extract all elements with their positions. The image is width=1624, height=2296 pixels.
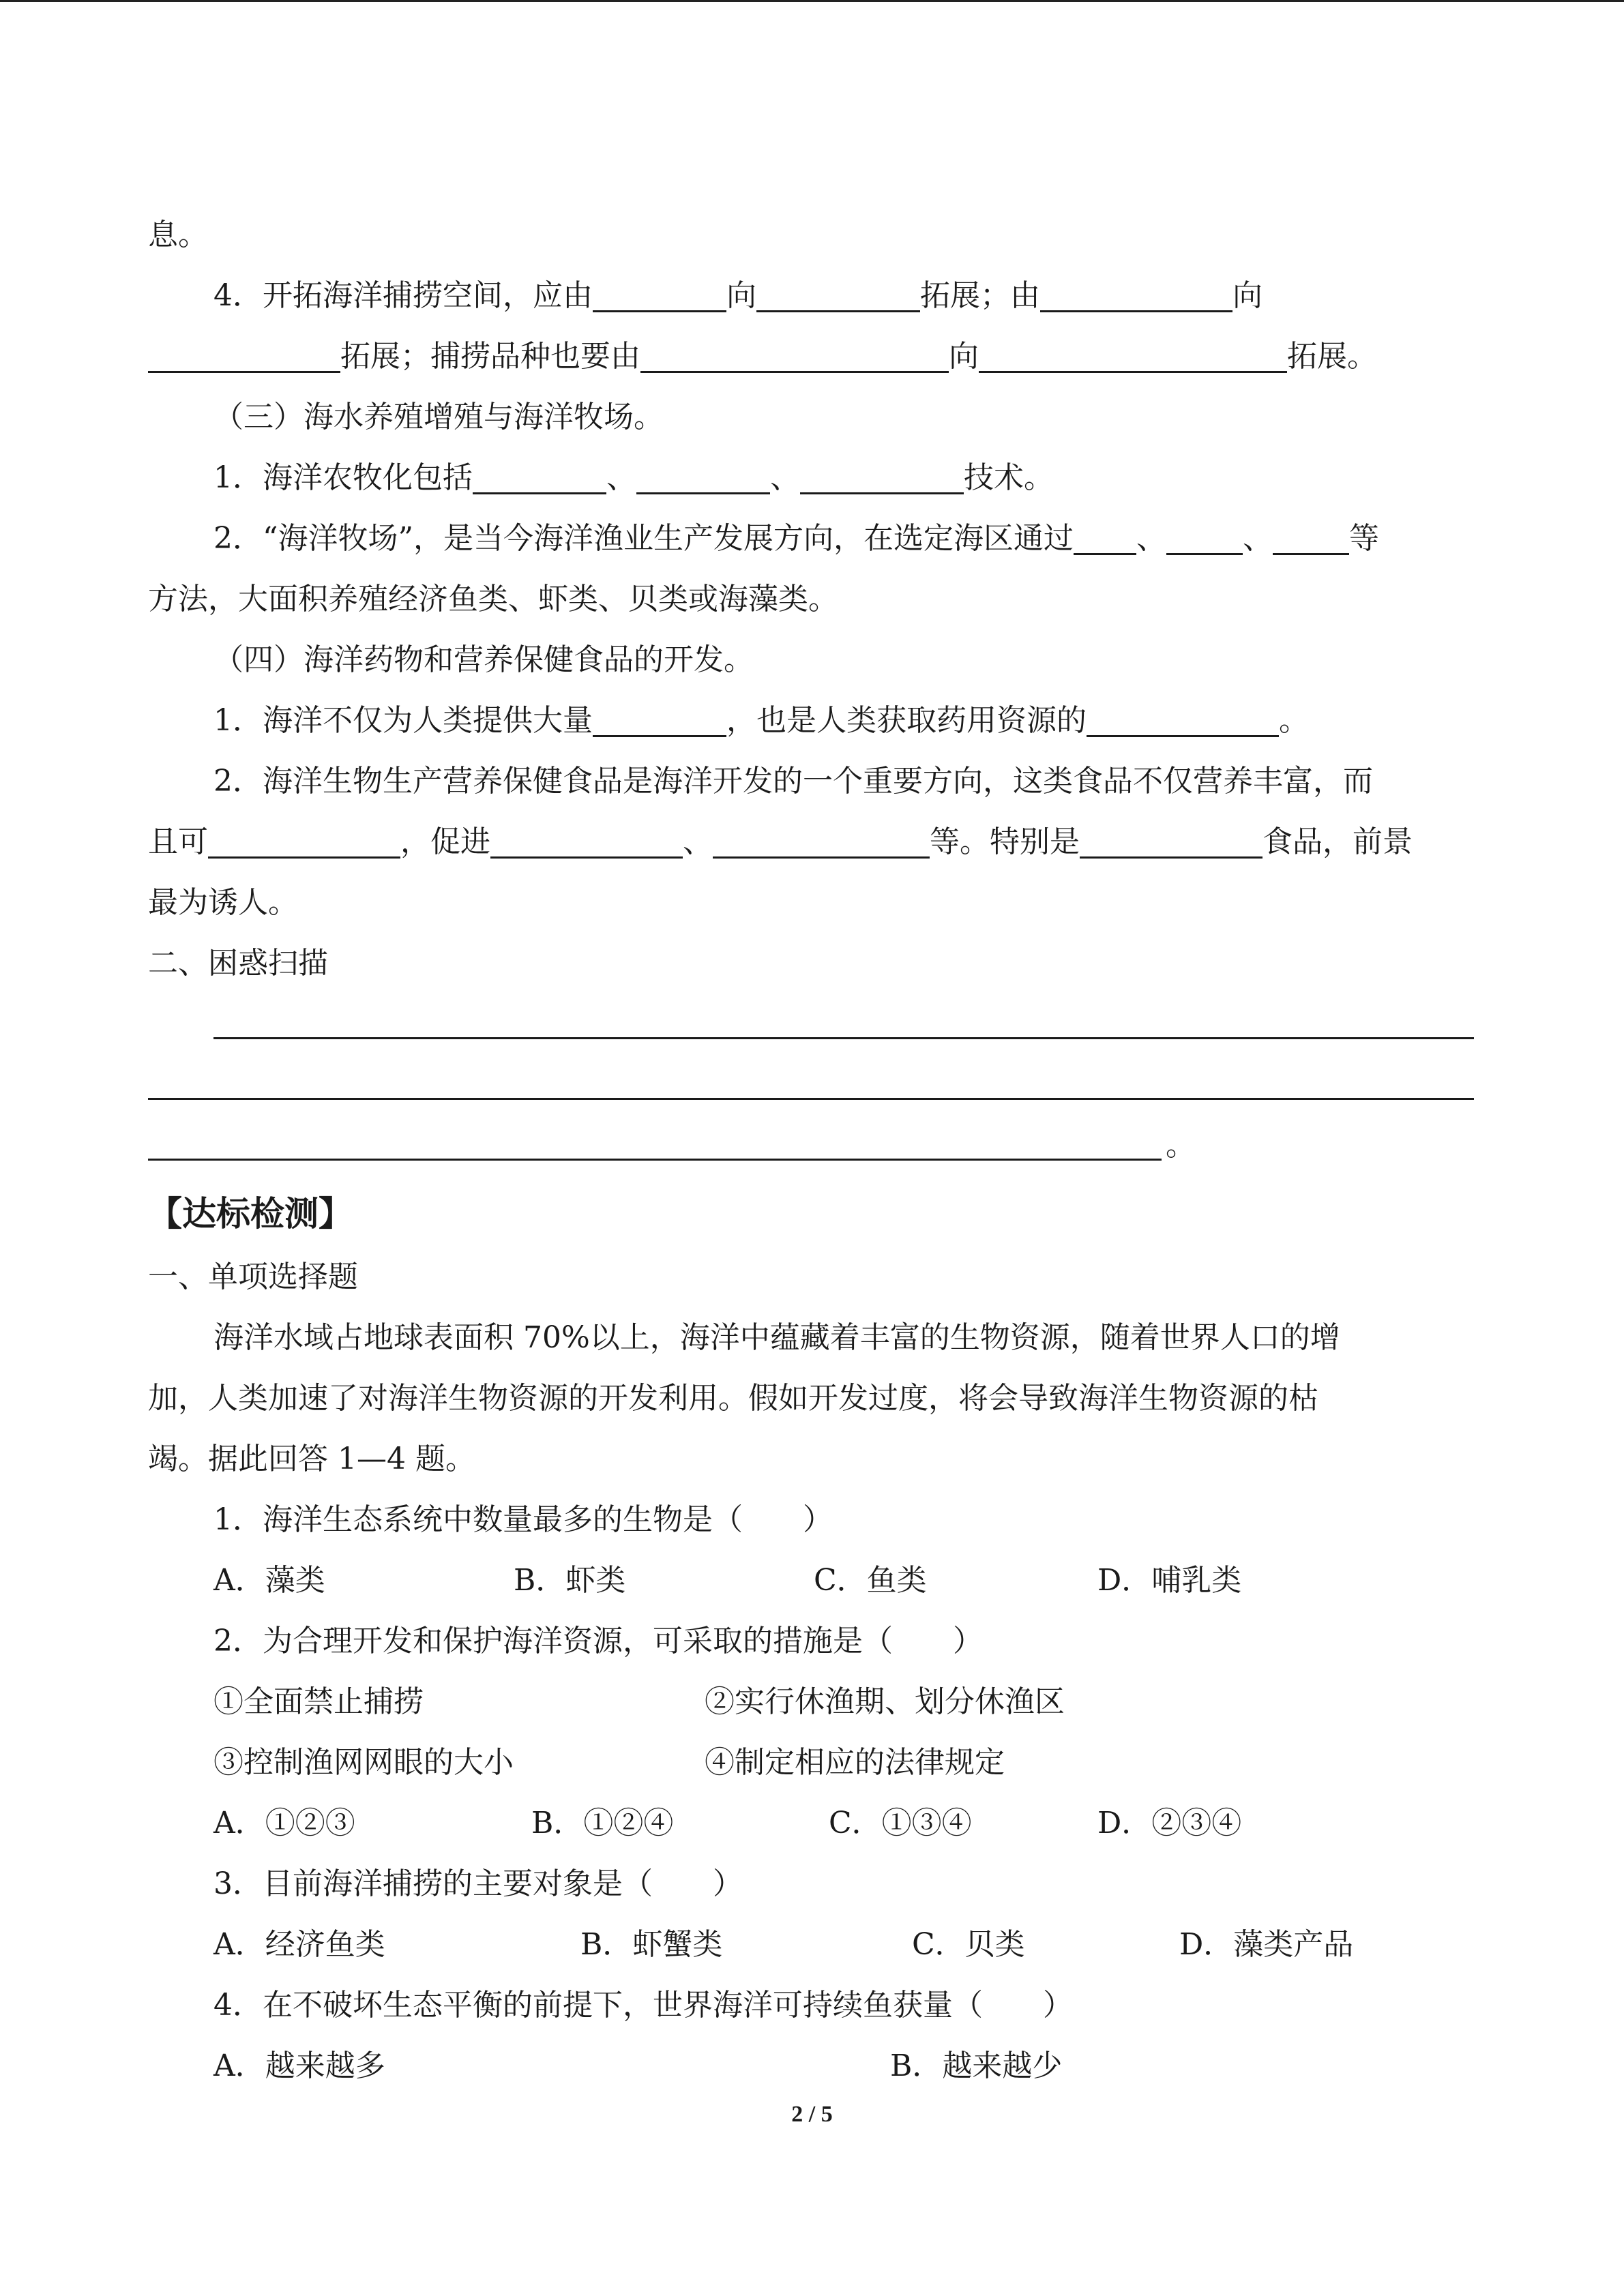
subsection-heading: （四）海洋药物和营养保健食品的开发。 xyxy=(213,642,754,677)
question-2-options xyxy=(148,1793,1474,1853)
option-a[interactable]: A．经济鱼类 xyxy=(213,1927,385,1962)
text-line: 1．海洋不仅为人类提供大量 ，也是人类获取药用资源的 。 xyxy=(148,690,1474,751)
option-c[interactable]: C．鱼类 xyxy=(814,1563,927,1598)
blank xyxy=(1080,818,1263,859)
top-border xyxy=(0,0,1624,2)
statement-4: ④制定相应的法律规定 xyxy=(705,1745,1005,1780)
answer-rule xyxy=(213,1037,1474,1039)
intro-line: 加，人类加速了对海洋生物资源的开发利用。假如开发过度，将会导致海洋生物资源的枯 xyxy=(148,1381,1318,1416)
option-c[interactable]: C．贝类 xyxy=(912,1927,1025,1962)
question-4-options xyxy=(148,2036,1474,2096)
option-b[interactable]: B．虾类 xyxy=(514,1563,626,1598)
question-4-line: 4．开拓海洋捕捞空间，应由 向 拓展；由 向 xyxy=(148,265,1474,326)
option-b[interactable]: B．越来越少 xyxy=(890,2048,1063,2083)
blank xyxy=(1040,272,1232,312)
answer-rule xyxy=(148,1159,1162,1161)
blank xyxy=(1166,515,1243,555)
blank xyxy=(756,272,920,312)
blank xyxy=(593,697,726,737)
subsection-heading: （三）海水养殖增殖与海洋牧场。 xyxy=(213,400,664,434)
section-title: 【达标检测】 xyxy=(148,1194,353,1234)
answer-line xyxy=(148,1054,1474,1115)
section-heading: 二、困惑扫描 xyxy=(148,946,328,981)
text-line: 最为诱人。 xyxy=(148,885,298,920)
option-a[interactable]: A．越来越多 xyxy=(213,2048,385,2083)
text-line: 息。 xyxy=(148,218,208,252)
option-d[interactable]: D．藻类产品 xyxy=(1179,1927,1354,1962)
question-4: 4．在不破坏生态平衡的前提下，世界海洋可持续鱼获量（ ） xyxy=(213,1988,1073,2023)
blank xyxy=(640,333,949,373)
question-1: 1．海洋生态系统中数量最多的生物是（ ） xyxy=(213,1502,833,1537)
section-subtitle: 一、单项选择题 xyxy=(148,1259,358,1294)
option-a[interactable]: A．①②③ xyxy=(213,1806,355,1840)
option-c[interactable]: C．①③④ xyxy=(829,1806,972,1840)
answer-line xyxy=(148,994,1474,1054)
text-line: 1．海洋农牧化包括 、 、 技术。 xyxy=(148,447,1474,508)
text-line: 2．“海洋牧场”，是当今海洋渔业生产发展方向，在选定海区通过 、 、 等 xyxy=(148,508,1474,569)
document-page xyxy=(148,205,1474,2096)
blank xyxy=(1074,515,1136,555)
intro-line: 竭。据此回答 1—4 题。 xyxy=(148,1442,475,1476)
blank xyxy=(713,818,930,859)
blank xyxy=(148,333,340,373)
blank xyxy=(208,818,400,859)
blank xyxy=(1273,515,1349,555)
blank xyxy=(1087,697,1279,737)
blank xyxy=(800,454,964,494)
option-d[interactable]: D．哺乳类 xyxy=(1097,1563,1242,1598)
answer-line: 。 xyxy=(148,1115,1474,1176)
option-d[interactable]: D．②③④ xyxy=(1097,1806,1242,1840)
blank xyxy=(490,818,683,859)
text-line: 且可 ，促进 、 等。特别是 食品，前景 xyxy=(148,811,1474,872)
text-line: 2．海洋生物生产营养保健食品是海洋开发的一个重要方向，这类食品不仅营养丰富，而 xyxy=(213,764,1373,799)
statement-3: ③控制渔网网眼的大小 xyxy=(213,1745,514,1780)
answer-rule xyxy=(148,1098,1474,1100)
question-2: 2．为合理开发和保护海洋资源，可采取的措施是（ ） xyxy=(213,1624,983,1658)
option-a[interactable]: A．藻类 xyxy=(213,1563,325,1598)
page-number: 2 / 5 xyxy=(791,2102,833,2127)
blank xyxy=(593,272,726,312)
blank xyxy=(636,454,770,494)
blank xyxy=(979,333,1287,373)
option-b[interactable]: B．①②④ xyxy=(531,1806,674,1840)
question-3: 3．目前海洋捕捞的主要对象是（ ） xyxy=(213,1866,743,1901)
question-1-options xyxy=(148,1550,1474,1611)
text-line: 方法，大面积养殖经济鱼类、虾类、贝类或海藻类。 xyxy=(148,582,838,616)
blank xyxy=(473,454,606,494)
question-2-items xyxy=(148,1732,1474,1793)
question-4-line-2: 拓展；捕捞品种也要由 向 拓展。 xyxy=(148,326,1474,387)
option-b[interactable]: B．虾蟹类 xyxy=(580,1927,723,1962)
statement-2: ②实行休渔期、划分休渔区 xyxy=(705,1684,1065,1719)
statement-1: ①全面禁止捕捞 xyxy=(213,1684,424,1719)
intro-line: 海洋水域占地球表面积 70%以上，海洋中蕴藏着丰富的生物资源，随着世界人口的增 xyxy=(213,1320,1340,1355)
question-3-options xyxy=(148,1914,1474,1975)
question-2-items xyxy=(148,1671,1474,1732)
